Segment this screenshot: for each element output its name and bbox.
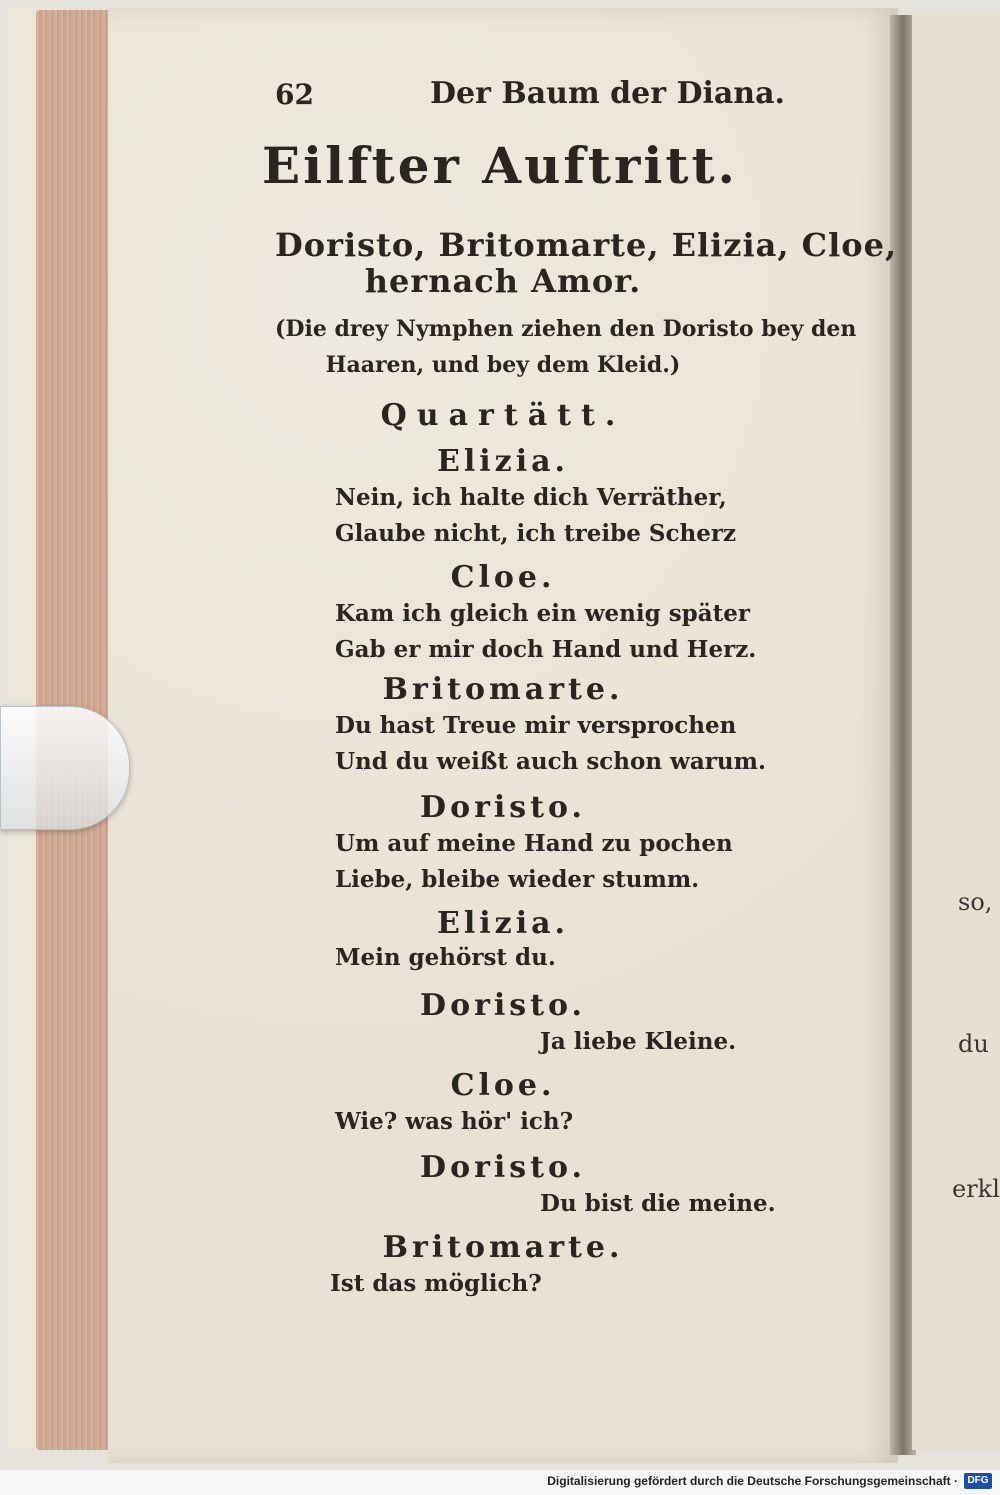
verse-line: Ist das möglich? xyxy=(330,1270,542,1297)
scene-title: Eilfter Auftritt. xyxy=(262,136,738,195)
speaker-name: Cloe. xyxy=(450,1068,556,1103)
speaker-name: Elizia. xyxy=(437,444,569,479)
speaker-name: Doristo. xyxy=(420,988,586,1023)
verse-line: Wie? was hör' ich? xyxy=(335,1108,574,1135)
facing-page-fragment: erkl xyxy=(952,1175,1000,1203)
verse-line: Gab er mir doch Hand und Herz. xyxy=(335,636,757,663)
verse-line: Liebe, bleibe wieder stumm. xyxy=(335,866,700,893)
verse-line: Mein gehörst du. xyxy=(335,944,556,971)
speaker-name: Britomarte. xyxy=(382,1230,624,1265)
dfg-logo[interactable]: DFG xyxy=(964,1473,992,1489)
facing-page xyxy=(912,12,1000,1450)
characters-line: hernach Amor. xyxy=(364,262,642,300)
section-title: Quartätt. xyxy=(380,398,626,433)
speaker-name: Elizia. xyxy=(437,906,569,941)
stage-direction: (Die drey Nymphen ziehen den Doristo bey den xyxy=(275,316,857,342)
footer-bar xyxy=(0,1470,1000,1495)
facing-page-fragment: du xyxy=(958,1030,989,1058)
verse-line: Glaube nicht, ich treibe Scherz xyxy=(335,520,737,547)
stage-direction: Haaren, und bey dem Kleid.) xyxy=(325,352,681,378)
characters-line: Doristo, Britomarte, Elizia, Cloe, xyxy=(275,226,898,264)
speaker-name: Doristo. xyxy=(420,790,586,825)
verse-line: Ja liebe Kleine. xyxy=(540,1028,737,1055)
verse-line: Nein, ich halte dich Verräther, xyxy=(335,484,727,511)
speaker-name: Britomarte. xyxy=(382,672,624,707)
verse-line: Kam ich gleich ein wenig später xyxy=(335,600,751,627)
verse-line: Um auf meine Hand zu pochen xyxy=(335,830,733,857)
speaker-name: Doristo. xyxy=(420,1150,586,1185)
speaker-name: Cloe. xyxy=(450,560,556,595)
page-number: 62 xyxy=(275,78,314,111)
verse-line: Du hast Treue mir versprochen xyxy=(335,712,737,739)
verse-line: Du bist die meine. xyxy=(540,1190,776,1217)
running-header: Der Baum der Diana. xyxy=(430,76,786,111)
footer-credit: Digitalisierung gefördert durch die Deutsche Forschungsgemeinschaft · xyxy=(547,1474,958,1488)
verse-line: Und du weißt auch schon warum. xyxy=(335,748,766,775)
facing-page-fragment: so, xyxy=(958,888,993,916)
